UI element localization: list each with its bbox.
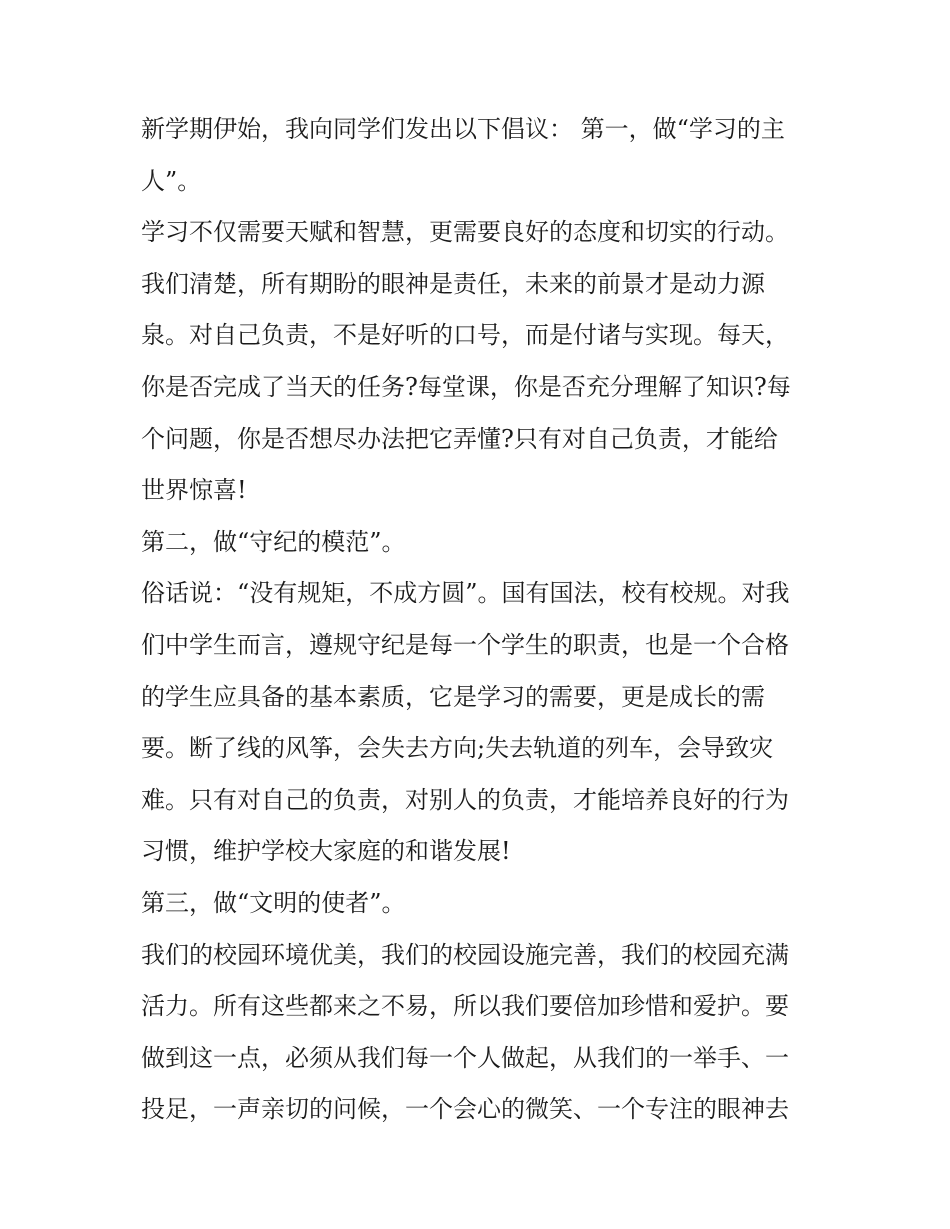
text-line-3: 学习不仅需要天赋和智慧，更需要良好的态度和切实的行动。 [141, 218, 789, 247]
text-line-13: 要。断了线的风筝，会失去方向;失去轨道的列车，会导致灾 [141, 734, 774, 763]
text-line-18: 活力。所有这些都来之不易，所以我们要倍加珍惜和爱护。要 [141, 992, 789, 1021]
text-line-8: 世界惊喜! [141, 476, 247, 505]
text-line-1: 新学期伊始，我向同学们发出以下倡议： 第一，做“学习的主 [141, 115, 785, 143]
text-line-10: 俗话说：“没有规矩，不成方圆”。国有国法，校有校规。对我 [141, 579, 790, 608]
text-line-2: 人”。 [141, 166, 202, 195]
text-line-7: 个问题，你是否想尽办法把它弄懂?只有对自己负责，才能给 [141, 424, 778, 453]
text-line-4: 我们清楚，所有期盼的眼神是责任，未来的前景才是动力源 [141, 269, 765, 298]
text-line-12: 的学生应具备的基本素质，它是学习的需要，更是成长的需 [141, 682, 765, 711]
text-line-19: 做到这一点，必须从我们每一个人做起，从我们的一举手、一 [141, 1043, 789, 1072]
text-line-14: 难。只有对自己的负责，对别人的负责，才能培养良好的行为 [141, 785, 789, 814]
section-heading-2: 第二，做“守纪的模范”。 [141, 527, 406, 556]
text-line-15: 习惯，维护学校大家庭的和谐发展! [141, 837, 511, 866]
text-line-20: 投足，一声亲切的问候，一个会心的微笑、一个专注的眼神去 [141, 1095, 789, 1124]
section-heading-3: 第三，做“文明的使者”。 [141, 888, 406, 917]
text-line-5: 泉。对自己负责，不是好听的口号，而是付诸与实现。每天， [141, 321, 789, 350]
text-line-6: 你是否完成了当天的任务?每堂课，你是否充分理解了知识?每 [141, 372, 791, 401]
text-line-17: 我们的校园环境优美，我们的校园设施完善，我们的校园充满 [141, 940, 789, 969]
text-line-11: 们中学生而言，遵规守纪是每一个学生的职责，也是一个合格 [141, 630, 789, 659]
document-body [141, 104, 813, 1136]
